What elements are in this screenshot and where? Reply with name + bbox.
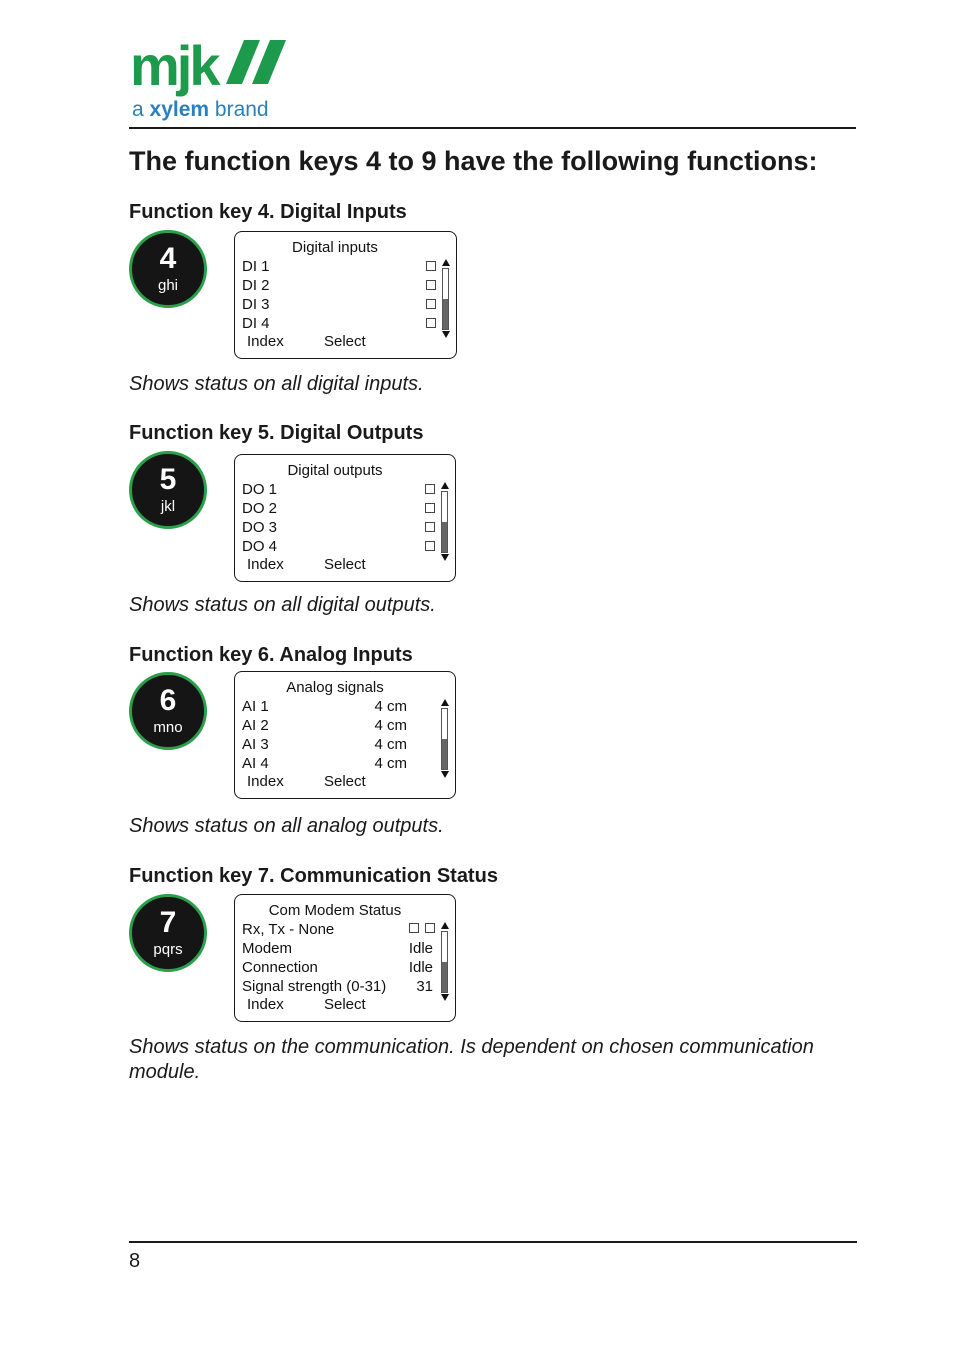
lcd-row: AI 4 — [242, 755, 269, 772]
section-description: Shows status on all digital outputs. — [129, 594, 436, 616]
key-number: 4 — [159, 242, 177, 275]
scroll-thumb — [442, 739, 447, 769]
scrollbar — [441, 259, 451, 339]
scroll-down-arrow-icon — [441, 771, 449, 778]
section-heading: Function key 5. Digital Outputs — [129, 422, 424, 444]
logo-wordmark: mjk — [130, 34, 218, 97]
lcd-value: Idle — [408, 959, 433, 976]
lcd-footer-select: Select — [324, 773, 366, 790]
status-checkbox-icon — [426, 299, 436, 309]
function-key-4 — [129, 230, 207, 308]
key-letters: mno — [153, 719, 183, 736]
scroll-up-arrow-icon — [441, 482, 449, 489]
key-letters: pqrs — [153, 941, 183, 958]
lcd-footer-index: Index — [247, 333, 284, 350]
scroll-up-arrow-icon — [441, 699, 449, 706]
lcd-screen — [234, 231, 457, 359]
logo-tagline-suffix: brand — [209, 98, 269, 121]
lcd-footer-select: Select — [324, 996, 366, 1013]
lcd-row: Rx, Tx - None — [242, 921, 335, 938]
page-number: 8 — [129, 1250, 141, 1272]
lcd-row: AI 3 — [242, 736, 269, 753]
key-letters: ghi — [157, 277, 179, 294]
scroll-track — [442, 268, 449, 330]
lcd-footer-index: Index — [247, 556, 284, 573]
lcd-row: DO 4 — [242, 538, 278, 555]
lcd-row: DO 1 — [242, 481, 278, 498]
lcd-value: 4 cm — [374, 755, 407, 772]
page-title: The function keys 4 to 9 have the following functions: — [129, 146, 818, 176]
status-checkbox-icon — [425, 541, 435, 551]
logo-slashes-icon — [226, 38, 292, 88]
lcd-screen — [234, 894, 456, 1022]
lcd-footer-index: Index — [247, 996, 284, 1013]
lcd-footer-select: Select — [324, 556, 366, 573]
scrollbar — [440, 922, 450, 1002]
lcd-title: Analog signals — [286, 679, 384, 696]
section-digital-outputs — [129, 421, 859, 616]
scroll-track — [441, 491, 448, 553]
lcd-title: Digital outputs — [287, 462, 383, 479]
mjk-logo — [130, 34, 300, 126]
key-number: 5 — [159, 463, 177, 496]
lcd-screen — [234, 671, 456, 799]
scroll-track — [441, 708, 448, 770]
section-description: Shows status on all analog outputs. — [129, 815, 444, 837]
scroll-thumb — [443, 299, 448, 329]
scroll-track — [441, 931, 448, 993]
section-heading: Function key 7. Communication Status — [129, 865, 498, 887]
lcd-value: 4 cm — [374, 717, 407, 734]
scroll-thumb — [442, 522, 447, 552]
status-checkbox-icon — [425, 522, 435, 532]
lcd-row: AI 1 — [242, 698, 269, 715]
key-letters: jkl — [160, 498, 176, 515]
lcd-footer-index: Index — [247, 773, 284, 790]
status-checkbox-icon — [425, 503, 435, 513]
lcd-row: Connection — [242, 959, 318, 976]
logo-tagline — [132, 98, 269, 122]
function-key-6 — [129, 672, 207, 750]
lcd-row: DO 2 — [242, 500, 278, 517]
section-description: Shows status on all digital inputs. — [129, 373, 424, 395]
section-heading: Function key 4. Digital Inputs — [129, 201, 407, 223]
rx-checkbox-icon — [409, 923, 419, 933]
footer-rule — [129, 1241, 857, 1243]
section-analog-inputs — [129, 643, 859, 837]
key-number: 7 — [159, 906, 177, 939]
status-checkbox-icon — [426, 318, 436, 328]
lcd-row: DO 3 — [242, 519, 278, 536]
scroll-up-arrow-icon — [441, 922, 449, 929]
function-key-5 — [129, 451, 207, 529]
lcd-row: AI 2 — [242, 717, 269, 734]
scroll-thumb — [442, 962, 447, 992]
status-checkbox-icon — [426, 261, 436, 271]
lcd-row: DI 1 — [242, 258, 270, 275]
status-checkbox-icon — [425, 484, 435, 494]
logo-tagline-prefix: a — [132, 98, 150, 121]
section-description: Shows status on the communication. Is dependent on chosen communication module. — [129, 1036, 814, 1083]
scrollbar — [440, 699, 450, 779]
tx-checkbox-icon — [425, 923, 435, 933]
header-rule — [129, 127, 856, 129]
scroll-down-arrow-icon — [442, 331, 450, 338]
section-heading: Function key 6. Analog Inputs — [129, 644, 413, 666]
lcd-screen — [234, 454, 456, 582]
scrollbar — [440, 482, 450, 562]
lcd-row: DI 3 — [242, 296, 270, 313]
lcd-value: 4 cm — [374, 736, 407, 753]
lcd-row: Modem — [242, 940, 293, 957]
lcd-title: Digital inputs — [292, 239, 378, 256]
section-digital-inputs — [129, 200, 859, 395]
lcd-value: 4 cm — [374, 698, 407, 715]
function-key-7 — [129, 894, 207, 972]
lcd-value: 31 — [416, 978, 433, 995]
lcd-title: Com Modem Status — [268, 902, 402, 919]
lcd-row: DI 2 — [242, 277, 270, 294]
logo-tagline-brand: xylem — [149, 98, 210, 121]
status-checkbox-icon — [426, 280, 436, 290]
section-communication-status — [129, 864, 859, 1083]
lcd-row: Signal strength (0-31) — [242, 978, 387, 995]
scroll-down-arrow-icon — [441, 994, 449, 1001]
key-number: 6 — [159, 684, 177, 717]
lcd-value: Idle — [408, 940, 433, 957]
scroll-down-arrow-icon — [441, 554, 449, 561]
lcd-row: DI 4 — [242, 315, 270, 332]
lcd-footer-select: Select — [324, 333, 366, 350]
scroll-up-arrow-icon — [442, 259, 450, 266]
